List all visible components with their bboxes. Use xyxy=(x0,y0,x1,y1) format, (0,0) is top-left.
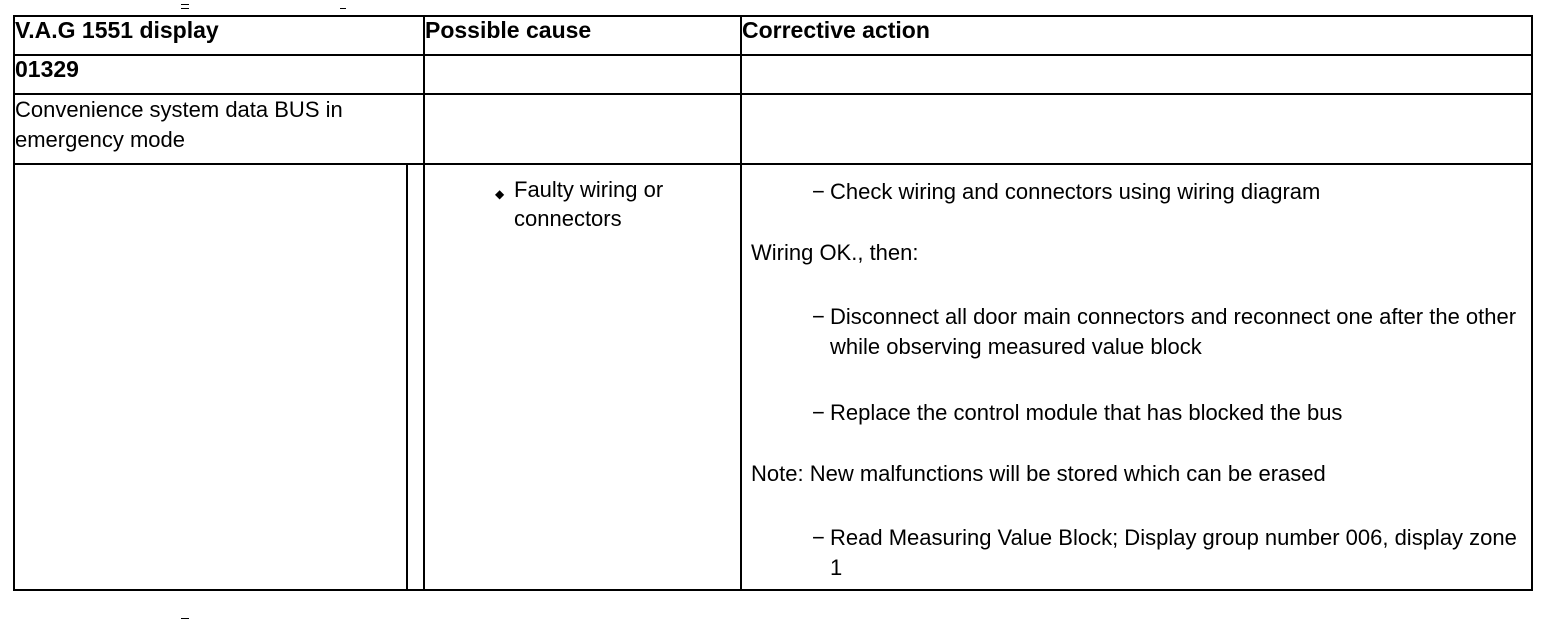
possible-cause: Faulty wiring or connectors xyxy=(514,177,664,231)
code-row xyxy=(14,55,1532,94)
wiring-ok-text: Wiring OK., then: xyxy=(751,240,919,265)
bullet-icon: ◆ xyxy=(495,187,505,201)
cause-cell xyxy=(424,164,741,590)
dash-icon: − xyxy=(812,304,825,329)
step-text: Disconnect all door main connectors and reconnect one after the other while observing measured value block xyxy=(830,304,1517,359)
header-cause: Possible cause xyxy=(424,16,741,55)
empty-cell xyxy=(741,55,1532,94)
fault-code: 01329 xyxy=(14,55,424,94)
empty-cell xyxy=(741,94,1532,164)
empty-cell xyxy=(424,55,741,94)
dash-icon: − xyxy=(812,525,825,550)
margin-tick xyxy=(340,8,346,9)
margin-tick xyxy=(181,618,189,619)
step-text: Check wiring and connectors using wiring diagram xyxy=(830,179,1321,204)
margin-tick xyxy=(181,8,189,9)
header-display: V.A.G 1551 display xyxy=(14,16,424,55)
header-row xyxy=(14,16,1532,55)
step-text: Replace the control module that has blocked the bus xyxy=(830,400,1343,425)
dash-icon: − xyxy=(812,179,825,204)
diagnostic-table xyxy=(13,15,1533,591)
margin-tick xyxy=(181,4,189,5)
action-cell xyxy=(741,164,1532,590)
inner-divider xyxy=(406,165,408,589)
empty-cell xyxy=(424,94,741,164)
fault-description: Convenience system data BUS in emergency mode xyxy=(14,94,424,164)
step-text: Read Measuring Value Block; Display group number 006, display zone 1 xyxy=(830,525,1517,580)
dash-icon: − xyxy=(812,400,825,425)
detail-row xyxy=(14,164,1532,590)
detail-left-cell xyxy=(14,164,424,590)
description-row xyxy=(14,94,1532,164)
header-action: Corrective action xyxy=(741,16,1532,55)
note-text: Note: New malfunctions will be stored which can be erased xyxy=(751,461,1326,486)
